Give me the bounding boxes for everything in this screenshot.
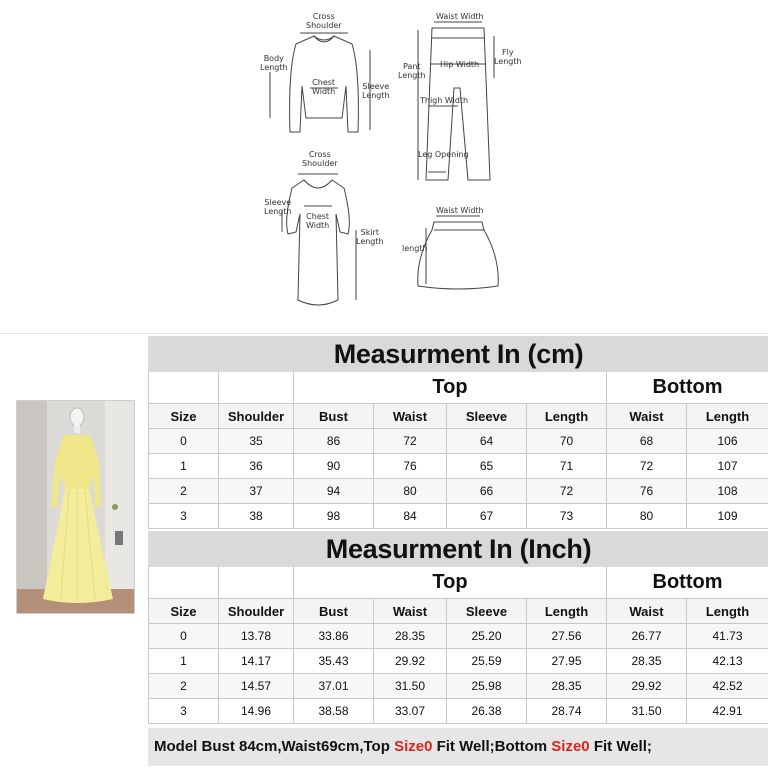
- table-cell: 25.20: [447, 624, 527, 649]
- dress-sketch: [282, 174, 356, 305]
- column-header: Bust: [294, 599, 374, 624]
- column-header: Length: [687, 404, 768, 429]
- table-cell: 42.52: [687, 674, 768, 699]
- table-row: [149, 649, 768, 674]
- group-top: Top: [294, 372, 607, 404]
- table-cell: 14.96: [219, 699, 294, 724]
- table-cell: 38.58: [294, 699, 374, 724]
- table-cell: 26.38: [447, 699, 527, 724]
- table-cell: 0: [149, 429, 219, 454]
- table-cell: 37.01: [294, 674, 374, 699]
- group-blank: [219, 567, 294, 599]
- table-cell: 72: [607, 454, 687, 479]
- table-cell: 42.13: [687, 649, 768, 674]
- column-header: Shoulder: [219, 599, 294, 624]
- table-cell: 28.35: [607, 649, 687, 674]
- table-row: [149, 674, 768, 699]
- table-cell: 109: [687, 504, 768, 529]
- label-thigh-width: Thigh Width: [420, 96, 469, 105]
- model-fit-note: [148, 728, 768, 766]
- label-pant-length: Pant Length: [398, 62, 426, 80]
- label-chest-width: Chest Width: [312, 78, 336, 96]
- table-cell: 84: [374, 504, 447, 529]
- table-row: [149, 699, 768, 724]
- table-cell: 29.92: [374, 649, 447, 674]
- table-cell: 73: [527, 504, 607, 529]
- group-blank: [149, 372, 219, 404]
- column-header: Shoulder: [219, 404, 294, 429]
- group-bottom: Bottom: [607, 372, 768, 404]
- table-row: [149, 454, 768, 479]
- label-fly-length: Fly Length: [494, 48, 522, 66]
- table-row: [149, 504, 768, 529]
- label-hip-width: Hip Width: [440, 60, 480, 69]
- label-dress-sleeve-length: Sleeve Length: [264, 198, 292, 216]
- table-cell: 27.95: [527, 649, 607, 674]
- column-header: Length: [527, 599, 607, 624]
- table-cell: 33.86: [294, 624, 374, 649]
- table-cell: 38: [219, 504, 294, 529]
- table-cell: 86: [294, 429, 374, 454]
- table-cell: 35: [219, 429, 294, 454]
- table-cell: 98: [294, 504, 374, 529]
- table-cell: 76: [607, 479, 687, 504]
- table-cell: 66: [447, 479, 527, 504]
- table-row: [149, 479, 768, 504]
- label-leg-opening: Leg Opening: [418, 150, 469, 159]
- table-cell: 35.43: [294, 649, 374, 674]
- skirt-sketch: [418, 216, 498, 289]
- table-cell: 106: [687, 429, 768, 454]
- table-row: [149, 624, 768, 649]
- table-cell: 14.17: [219, 649, 294, 674]
- column-header: Size: [149, 404, 219, 429]
- table-cell: 71: [527, 454, 607, 479]
- table-cell: 2: [149, 479, 219, 504]
- column-header: Waist: [374, 599, 447, 624]
- label-skirt-waist-width: Waist Width: [436, 206, 484, 215]
- table-cell: 64: [447, 429, 527, 454]
- label-cross-shoulder: Cross Shoulder: [306, 12, 342, 30]
- label-body-length: Body Length: [260, 54, 288, 72]
- table-cell: 68: [607, 429, 687, 454]
- column-header: Length: [687, 599, 768, 624]
- table-cell: 70: [527, 429, 607, 454]
- label-waist-width: Waist Width: [436, 12, 484, 21]
- table-cell: 31.50: [374, 674, 447, 699]
- table-cell: 72: [374, 429, 447, 454]
- group-blank: [149, 567, 219, 599]
- label-skirt-length: Skirt Length: [356, 228, 384, 246]
- table-row: [149, 429, 768, 454]
- header-row: [149, 404, 768, 429]
- table-cell: 67: [447, 504, 527, 529]
- column-header: Size: [149, 599, 219, 624]
- table-cell: 41.73: [687, 624, 768, 649]
- garment-sketches: [0, 0, 768, 333]
- size-table-cm: [148, 336, 768, 529]
- table-cell: 107: [687, 454, 768, 479]
- model-dress-illustration: [17, 401, 134, 613]
- model-photo: [16, 400, 135, 614]
- fit-note-text: Fit Well;Bottom: [432, 738, 552, 755]
- table-cell: 31.50: [607, 699, 687, 724]
- table-cell: 1: [149, 649, 219, 674]
- fit-note-text: Model Bust 84cm,Waist69cm,Top: [154, 738, 395, 755]
- table-cell: 26.77: [607, 624, 687, 649]
- table-cell: 2: [149, 674, 219, 699]
- label-dress-cross-shoulder: Cross Shoulder: [302, 150, 338, 168]
- table-cell: 36: [219, 454, 294, 479]
- table-cell: 108: [687, 479, 768, 504]
- group-bottom: Bottom: [607, 567, 768, 599]
- table-cell: 28.35: [527, 674, 607, 699]
- table-cell: 3: [149, 699, 219, 724]
- table-cell: 13.78: [219, 624, 294, 649]
- table-cell: 42.91: [687, 699, 768, 724]
- label-skirt-length-short: length: [402, 244, 428, 253]
- column-header: Bust: [294, 404, 374, 429]
- table-cell: 94: [294, 479, 374, 504]
- table-cell: 90: [294, 454, 374, 479]
- fit-note-size-top: Size0: [394, 738, 433, 755]
- column-header: Sleeve: [447, 404, 527, 429]
- table-title: Measurment In (cm): [149, 337, 768, 372]
- fit-note-text: Fit Well;: [589, 738, 652, 755]
- table-cell: 29.92: [607, 674, 687, 699]
- fit-note-size-bottom: Size0: [551, 738, 590, 755]
- label-dress-chest-width: Chest Width: [306, 212, 330, 230]
- size-table-inch: [148, 531, 768, 724]
- table-cell: 72: [527, 479, 607, 504]
- table-cell: 0: [149, 624, 219, 649]
- table-cell: 3: [149, 504, 219, 529]
- column-header: Waist: [374, 404, 447, 429]
- table-cell: 25.59: [447, 649, 527, 674]
- table-cell: 25.98: [447, 674, 527, 699]
- table-cell: 80: [374, 479, 447, 504]
- table-cell: 14.57: [219, 674, 294, 699]
- table-cell: 1: [149, 454, 219, 479]
- table-cell: 27.56: [527, 624, 607, 649]
- column-header: Length: [527, 404, 607, 429]
- column-header: Waist: [607, 404, 687, 429]
- table-title: Measurment In (Inch): [149, 532, 768, 567]
- column-header: Waist: [607, 599, 687, 624]
- table-cell: 76: [374, 454, 447, 479]
- table-cell: 37: [219, 479, 294, 504]
- table-cell: 28.74: [527, 699, 607, 724]
- table-cell: 28.35: [374, 624, 447, 649]
- column-header: Sleeve: [447, 599, 527, 624]
- table-cell: 65: [447, 454, 527, 479]
- label-sleeve-length: Sleeve Length: [362, 82, 390, 100]
- header-row: [149, 599, 768, 624]
- group-blank: [219, 372, 294, 404]
- table-cell: 80: [607, 504, 687, 529]
- measurement-guide-panel: [0, 0, 768, 334]
- table-cell: 33.07: [374, 699, 447, 724]
- group-top: Top: [294, 567, 607, 599]
